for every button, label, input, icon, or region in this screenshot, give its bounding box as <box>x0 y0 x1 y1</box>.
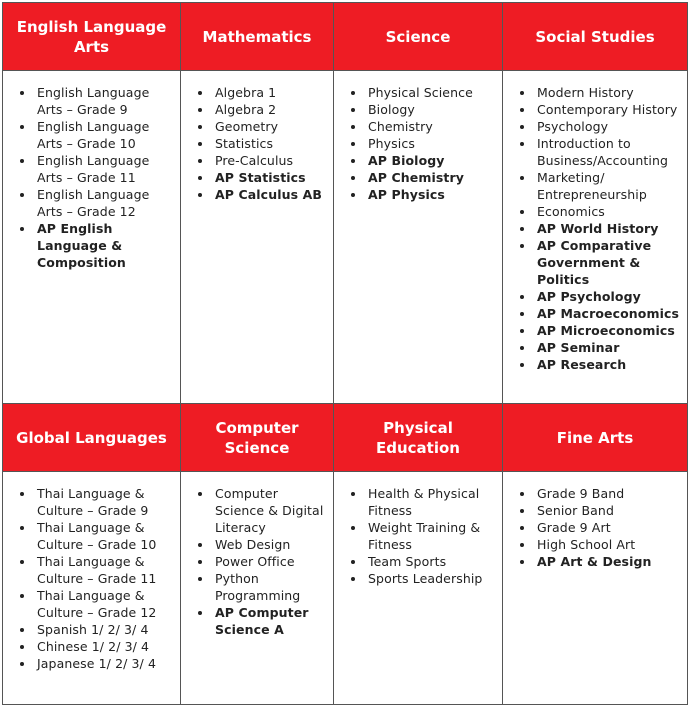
course-item: • Statistics <box>213 135 327 152</box>
course-list <box>187 485 327 638</box>
course-item: • Senior Band <box>535 502 681 519</box>
course-item: • Modern History <box>535 84 681 101</box>
course-item: • High School Art <box>535 536 681 553</box>
course-item: • Economics <box>535 203 681 220</box>
course-list <box>9 485 174 672</box>
course-item: • AP Comparative Government & Politics <box>535 237 681 288</box>
course-item: • AP Computer Science A <box>213 604 327 638</box>
course-item: • Power Office <box>213 553 327 570</box>
course-list <box>509 485 681 570</box>
course-item: • Grade 9 Art <box>535 519 681 536</box>
course-item: • Chemistry <box>366 118 496 135</box>
course-list <box>340 84 496 203</box>
course-item: • Health & Physical Fitness <box>366 485 496 519</box>
course-item: • AP Statistics <box>213 169 327 186</box>
course-item: • Team Sports <box>366 553 496 570</box>
course-table <box>2 2 688 705</box>
course-item: • Biology <box>366 101 496 118</box>
course-item: • AP Research <box>535 356 681 373</box>
course-item: • AP Seminar <box>535 339 681 356</box>
course-item: • Chinese 1/ 2/ 3/ 4 <box>35 638 174 655</box>
course-item: • English Language Arts – Grade 10 <box>35 118 174 152</box>
course-list <box>340 485 496 587</box>
course-list-mathematics <box>181 71 334 404</box>
course-item: • Thai Language & Culture – Grade 10 <box>35 519 174 553</box>
course-list-global-languages <box>3 472 181 705</box>
header-physical-education: Physical Education <box>334 404 503 472</box>
header-mathematics: Mathematics <box>181 3 334 71</box>
header-computer-science: Computer Science <box>181 404 334 472</box>
course-item: • AP Psychology <box>535 288 681 305</box>
header-social-studies: Social Studies <box>503 3 688 71</box>
course-item: • Algebra 1 <box>213 84 327 101</box>
header-english-language-arts: English Language Arts <box>3 3 181 71</box>
course-item: • Pre-Calculus <box>213 152 327 169</box>
course-item: • Introduction to Business/Accounting <box>535 135 681 169</box>
course-list-computer-science <box>181 472 334 705</box>
course-item: • AP Physics <box>366 186 496 203</box>
course-item: • Sports Leadership <box>366 570 496 587</box>
course-list-science <box>334 71 503 404</box>
course-list-social-studies <box>503 71 688 404</box>
course-item: • Grade 9 Band <box>535 485 681 502</box>
course-item: • Geometry <box>213 118 327 135</box>
course-list-physical-education <box>334 472 503 705</box>
header-global-languages: Global Languages <box>3 404 181 472</box>
course-item: • AP Chemistry <box>366 169 496 186</box>
course-item: • Spanish 1/ 2/ 3/ 4 <box>35 621 174 638</box>
course-item: • English Language Arts – Grade 12 <box>35 186 174 220</box>
course-list <box>9 84 174 271</box>
course-item: • Web Design <box>213 536 327 553</box>
course-item: • Python Programming <box>213 570 327 604</box>
course-item: • AP Calculus AB <box>213 186 327 203</box>
course-item: • English Language Arts – Grade 9 <box>35 84 174 118</box>
course-item: • AP World History <box>535 220 681 237</box>
course-list <box>509 84 681 373</box>
header-fine-arts: Fine Arts <box>503 404 688 472</box>
course-list <box>187 84 327 203</box>
course-item: • AP Biology <box>366 152 496 169</box>
course-item: • Psychology <box>535 118 681 135</box>
header-science: Science <box>334 3 503 71</box>
course-item: • Algebra 2 <box>213 101 327 118</box>
course-list-fine-arts <box>503 472 688 705</box>
course-item: • Physical Science <box>366 84 496 101</box>
course-item: • Contemporary History <box>535 101 681 118</box>
course-item: • Physics <box>366 135 496 152</box>
course-item: • Thai Language & Culture – Grade 11 <box>35 553 174 587</box>
course-item: • AP Microeconomics <box>535 322 681 339</box>
course-item: • AP Macroeconomics <box>535 305 681 322</box>
course-item: • Thai Language & Culture – Grade 9 <box>35 485 174 519</box>
course-item: • Thai Language & Culture – Grade 12 <box>35 587 174 621</box>
course-item: • Weight Training & Fitness <box>366 519 496 553</box>
course-list-english-language-arts <box>3 71 181 404</box>
course-item: • AP English Language & Composition <box>35 220 174 271</box>
course-item: • Computer Science & Digital Literacy <box>213 485 327 536</box>
course-item: • English Language Arts – Grade 11 <box>35 152 174 186</box>
course-item: • Japanese 1/ 2/ 3/ 4 <box>35 655 174 672</box>
course-item: • Marketing/ Entrepreneurship <box>535 169 681 203</box>
course-item: • AP Art & Design <box>535 553 681 570</box>
